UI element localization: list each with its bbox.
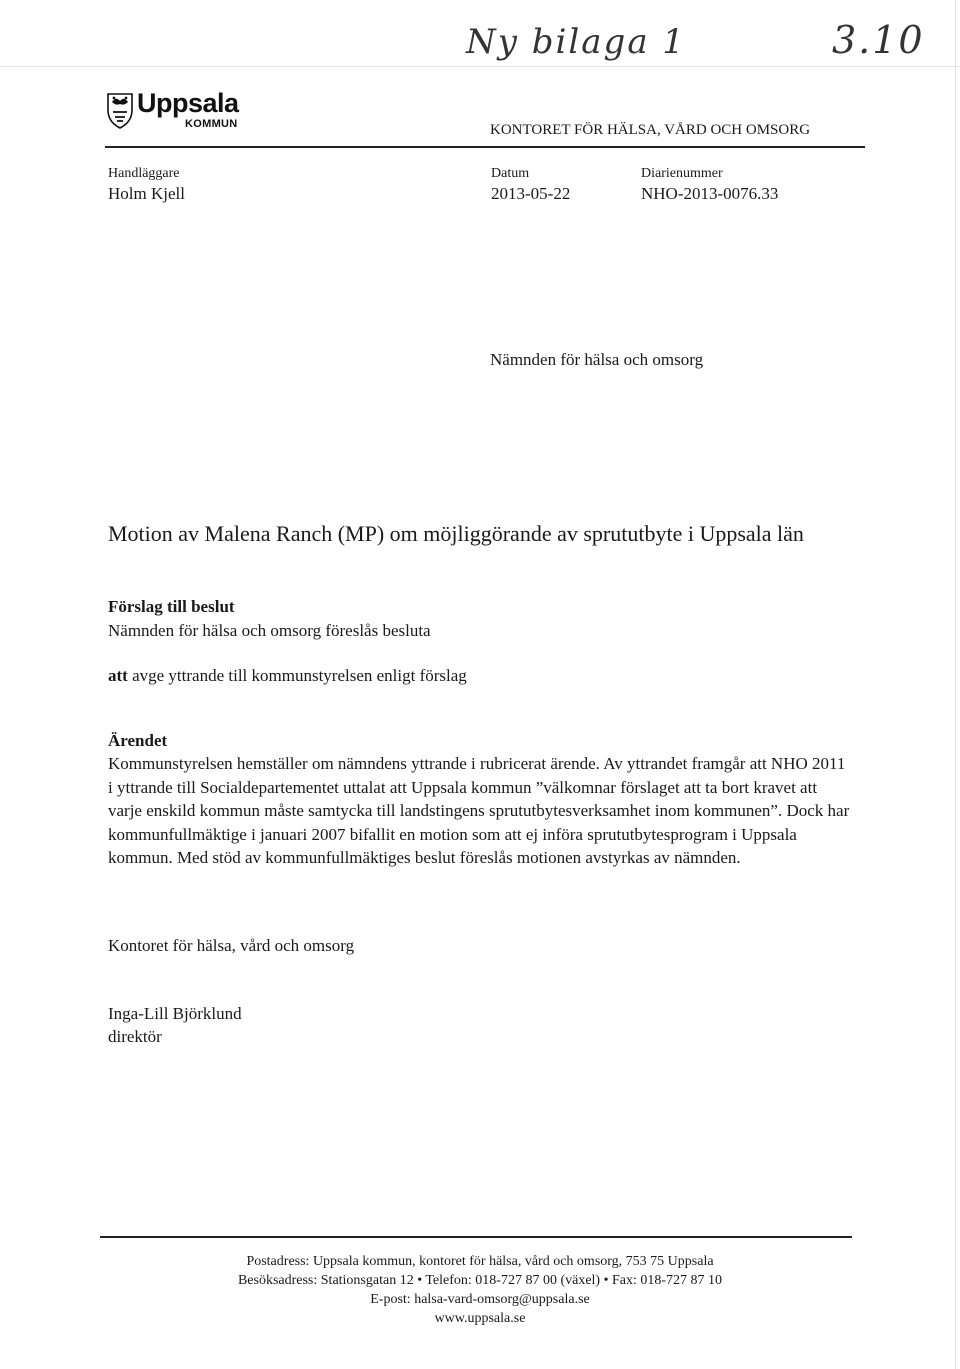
reference-label: Diarienummer <box>641 166 723 181</box>
footer-rule <box>100 1236 852 1238</box>
uppsala-kommun-logo <box>105 86 265 136</box>
footer <box>100 1252 860 1328</box>
handwritten-note: Ny bilaga 1 <box>466 22 687 62</box>
logo-subtitle: KOMMUN <box>185 118 238 130</box>
recipient: Nämnden för hälsa och omsorg <box>490 350 704 369</box>
footer-postal-address: Postadress: Uppsala kommun, kontoret för hälsa, vård och omsorg, 753 75 Uppsala <box>246 1254 714 1269</box>
proposal-heading: Förslag till beslut <box>108 597 235 616</box>
proposal-decision <box>108 664 467 687</box>
scan-edge-line-right <box>955 0 956 1369</box>
footer-website: www.uppsala.se <box>434 1311 526 1326</box>
att-label: att <box>108 666 128 685</box>
proposal-intro: Nämnden för hälsa och omsorg föreslås besluta <box>108 621 431 640</box>
coat-of-arms-icon <box>105 90 135 130</box>
handwritten-reference: 3.10 <box>832 18 925 62</box>
matter-heading: Ärendet <box>108 731 168 750</box>
signature-office: Kontoret för hälsa, vård och omsorg <box>108 936 355 955</box>
footer-visit-address: Besöksadress: Stationsgatan 12 • Telefon: 018-727 87 00 (växel) • Fax: 018-727 87 10 <box>237 1273 723 1288</box>
logo-wordmark: Uppsala <box>137 88 239 118</box>
handler-value: Holm Kjell <box>108 184 185 203</box>
signature-role: direktör <box>108 1027 162 1046</box>
reference-value: NHO-2013-0076.33 <box>641 184 779 203</box>
date-value: 2013-05-22 <box>491 184 571 203</box>
date-label: Datum <box>491 166 530 181</box>
scan-edge-line <box>0 66 960 67</box>
office-name: KONTORET FÖR HÄLSA, VÅRD OCH OMSORG <box>490 122 811 138</box>
decision-text: avge yttrande till kommunstyrelsen enligt förslag <box>132 666 467 685</box>
signature-name: Inga-Lill Björklund <box>108 1004 242 1023</box>
matter-text: Kommunstyrelsen hemställer om nämndens yttrande i rubricerat ärende. Av yttrandet framgår att NHO 2011 i yttrande till Socialdepartementet uttalat att Uppsala kommun ”välkomnar förslaget att ta bort kravet att varje enskild kommun måste samtycka till landstingens sprututbytesverksamhet inom kommunen”. Dock har kommunfullmäktige i januari 2007 bifallit en motion som att ej införa sprututbytesprogram i Uppsala kommun. Med stöd av kommunfullmäktiges beslut föreslås motionen avstyrkas av nämnden. <box>108 754 850 867</box>
document-title: Motion av Malena Ranch (MP) om möjliggörande av sprututbyte i Uppsala län <box>108 521 804 546</box>
handler-label: Handläggare <box>108 166 180 181</box>
footer-email: E-post: halsa-vard-omsorg@uppsala.se <box>370 1292 590 1307</box>
header-rule <box>105 146 865 148</box>
